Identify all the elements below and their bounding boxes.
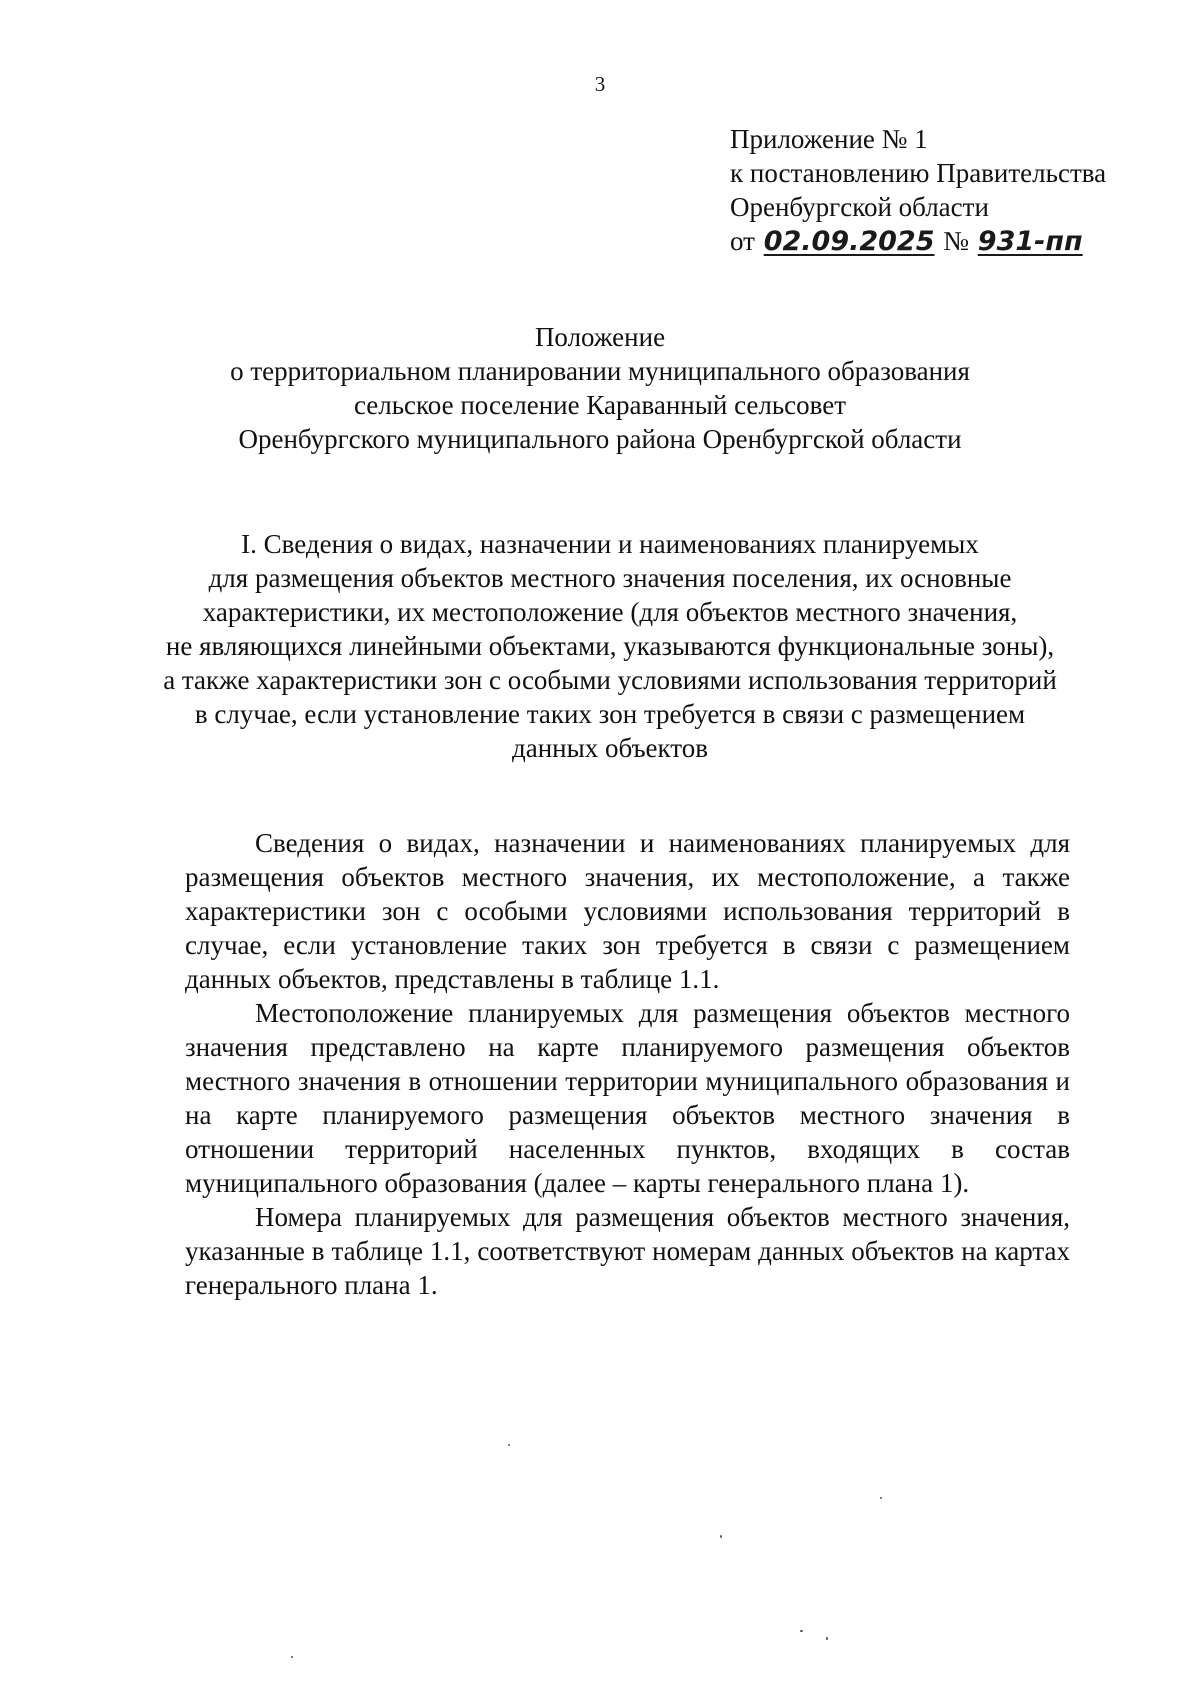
annex-resolution-line: к постановлению Правительства — [730, 158, 1107, 188]
section-line-5: а также характеристики зон с особыми условиями использования территорий — [163, 665, 1057, 695]
annex-number-handwritten: 931-пп — [977, 226, 1083, 257]
section-line-1: I. Сведения о видах, назначении и наименованиях планируемых — [241, 529, 979, 559]
scan-speck — [291, 1656, 293, 1658]
section-line-2: для размещения объектов местного значения поселения, их основные — [208, 563, 1012, 593]
section-line-3: характеристики, их местоположение (для объектов местного значения, — [202, 597, 1018, 627]
scan-speck — [800, 1630, 803, 1632]
paragraph-2: Местоположение планируемых для размещения объектов местного значения представлено на карте планируемого размещения объектов местного значения в отношении территории муниципального образования и на карте планируемого размещения объектов местного значения в отношении территорий населенных пунктов, входящих в состав муниципального образования (далее – карты генерального плана 1). — [185, 998, 1070, 1198]
annex-region-line: Оренбургской области — [730, 192, 989, 222]
annex-title: Приложение № 1 — [730, 124, 928, 154]
title-line-3: сельское поселение Караванный сельсовет — [353, 390, 847, 420]
annex-date-number-line — [730, 224, 1106, 259]
paragraph-1: Сведения о видах, назначении и наименованиях планируемых для размещения объектов местного значения, их местоположение, а также характеристики зон с особыми условиями использования территорий в случае, если установление таких зон требуется в связи с размещением данных объектов, представлены в таблице 1.1. — [185, 828, 1070, 994]
body-text — [185, 826, 1070, 1302]
section-line-7: данных объектов — [512, 733, 708, 763]
title-line-1: Положение — [534, 322, 666, 352]
title-line-4: Оренбургского муниципального района Оренбургской области — [238, 424, 962, 454]
scan-speck — [826, 1637, 828, 1640]
annex-block — [730, 122, 1106, 259]
page-number: 3 — [594, 72, 606, 96]
annex-date-handwritten: 02.09.2025 — [763, 226, 935, 257]
scan-speck — [880, 1497, 882, 1499]
scan-speck — [508, 1444, 510, 1446]
title-line-2: о территориальном планировании муниципального образования — [230, 356, 970, 386]
annex-number-prefix: № — [943, 226, 970, 256]
scan-speck — [720, 1535, 722, 1538]
section-line-4: не являющихся линейными объектами, указываются функциональные зоны), — [165, 631, 1055, 661]
document-title — [160, 320, 1040, 456]
section-line-6: в случае, если установление таких зон требуется в связи с размещением — [194, 699, 1026, 729]
section-heading — [160, 527, 1060, 765]
annex-date-prefix: от — [730, 226, 755, 256]
paragraph-3: Номера планируемых для размещения объектов местного значения, указанные в таблице 1.1, соответствуют номерам данных объектов на картах генерального плана 1. — [185, 1202, 1070, 1300]
